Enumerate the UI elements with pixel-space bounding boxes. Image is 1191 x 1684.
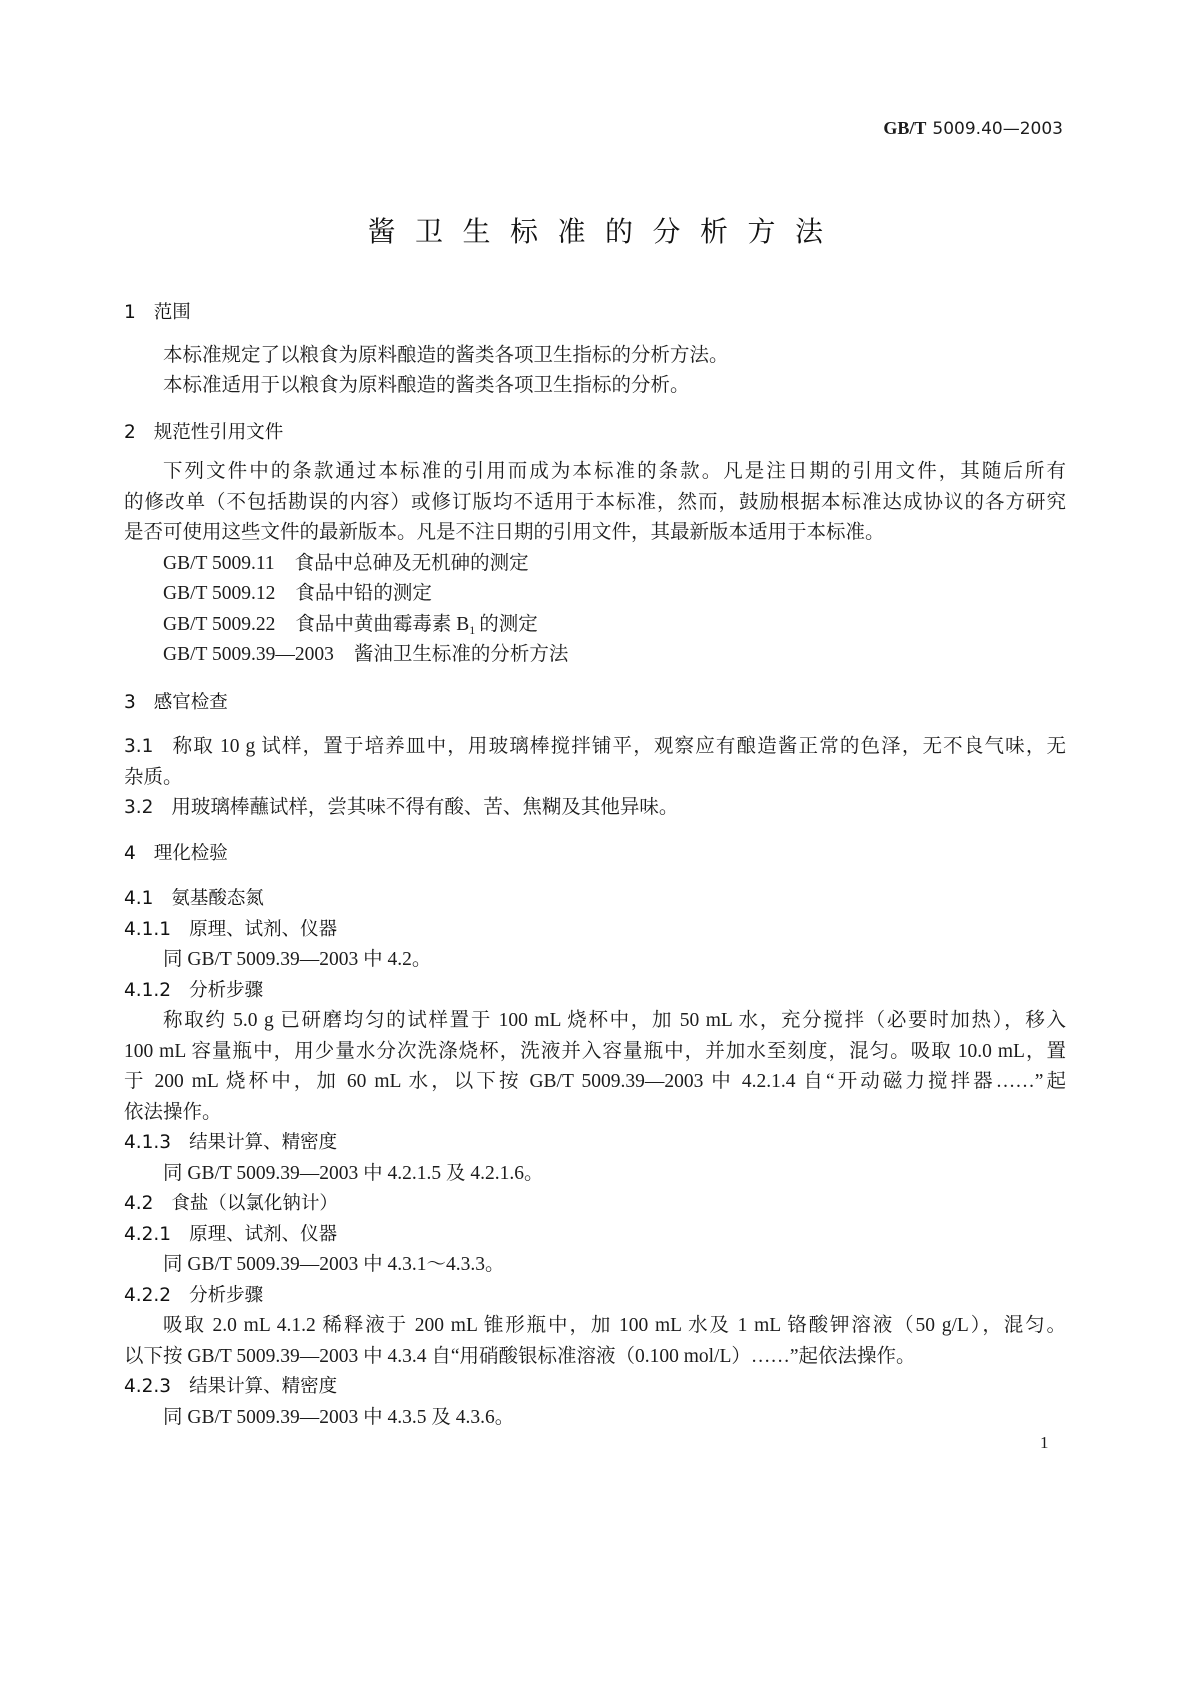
- item-title: 原理、试剂、仪器: [189, 1223, 338, 1245]
- item-heading: [124, 915, 1066, 946]
- reference-entry: [124, 640, 1066, 671]
- item-number: 4.1.2: [124, 979, 172, 1001]
- paragraph-line: 吸取 2.0 mL 4.1.2 稀释液于 200 mL 锥形瓶中，加 100 mL 水及 1 mL 铬酸钾溶液（50 g/L），混匀。: [163, 1315, 1066, 1336]
- reference-entry: [124, 579, 1066, 610]
- clause-number: 3.2: [124, 797, 154, 818]
- reference-entry: [124, 549, 1066, 580]
- paragraph-line: 同 GB/T 5009.39—2003 中 4.2。: [163, 949, 432, 970]
- section-title: 理化检验: [153, 842, 228, 864]
- reference-title: 食品中黄曲霉毒素 B: [295, 613, 470, 635]
- paragraph-line: 依法操作。: [124, 1101, 222, 1123]
- section-number: 3: [124, 691, 136, 713]
- paragraph-line: 称取约 5.0 g 已研磨均匀的试样置于 100 mL 烧杯中，加 50 mL 水，充分搅拌（必要时加热），移入: [163, 1010, 1066, 1031]
- paragraph-line: 同 GB/T 5009.39—2003 中 4.2.1.5 及 4.2.1.6。: [163, 1162, 544, 1184]
- subsection-heading-salt: [124, 1189, 1066, 1220]
- reference-code: GB/T 5009.39—2003: [163, 644, 334, 665]
- paragraph-line: 于 200 mL 烧杯中，加 60 mL 水，以下按 GB/T 5009.39—2003 中 4.2.1.4 自“开动磁力搅拌器……”起: [124, 1071, 1066, 1092]
- item-title: 分析步骤: [189, 979, 264, 1001]
- section-heading-physicochemical-tests: [124, 839, 1066, 870]
- section-heading-scope: [124, 298, 1066, 329]
- reference-title: 酱油卫生标准的分析方法: [353, 644, 569, 665]
- document-code-header: [883, 116, 1063, 141]
- item-number: 4.2.1: [124, 1223, 172, 1245]
- paragraph-line: 同 GB/T 5009.39—2003 中 4.3.1～4.3.3。: [163, 1254, 505, 1275]
- item-title: 分析步骤: [189, 1284, 264, 1306]
- document-code-prefix: GB/T: [883, 118, 927, 138]
- clause-line: [124, 732, 1066, 763]
- paragraph-line: 是否可使用这些文件的最新版本。凡是不注日期的引用文件，其最新版本适用于本标准。: [124, 522, 885, 543]
- subsection-title: 食盐（以氯化钠计）: [171, 1193, 338, 1214]
- subsection-heading-amino-acid-nitrogen: [124, 884, 1066, 915]
- item-number: 4.2.2: [124, 1284, 172, 1306]
- reference-code: GB/T 5009.12: [163, 583, 276, 604]
- reference-title-end: 的测定: [479, 613, 538, 635]
- section-title: 规范性引用文件: [153, 421, 284, 443]
- section-title: 感官检查: [153, 691, 228, 713]
- document-body: [124, 298, 1066, 1433]
- reference-code: GB/T 5009.11: [163, 552, 275, 574]
- paragraph-line: 同 GB/T 5009.39—2003 中 4.3.5 及 4.3.6。: [163, 1406, 515, 1428]
- item-heading: [124, 976, 1066, 1007]
- paragraph-line: 本标准适用于以粮食为原料酿造的酱类各项卫生指标的分析。: [163, 375, 690, 396]
- item-heading: [124, 1372, 1066, 1403]
- item-heading: [124, 1220, 1066, 1251]
- reference-code: GB/T 5009.22: [163, 613, 276, 635]
- item-title: 原理、试剂、仪器: [189, 918, 338, 940]
- section-title: 范围: [153, 302, 191, 323]
- section-number: 1: [124, 302, 136, 323]
- document-title: 酱卫生标准的分析方法: [367, 215, 843, 248]
- clause-text: 用玻璃棒蘸试样，尝其味不得有酸、苦、焦糊及其他异味。: [171, 797, 679, 818]
- clause-number: 3.1: [124, 736, 154, 757]
- paragraph-line: 100 mL 容量瓶中，用少量水分次洗涤烧杯，洗液并入容量瓶中，并加水至刻度，混匀。吸取 10.0 mL，置: [124, 1040, 1066, 1062]
- paragraph-line: 以下按 GB/T 5009.39—2003 中 4.3.4 自“用硝酸银标准溶液（0.100 mol/L）……”起依法操作。: [124, 1345, 916, 1367]
- reference-title: 食品中总砷及无机砷的测定: [294, 552, 529, 574]
- item-number: 4.1.1: [124, 918, 172, 940]
- paragraph-line: 下列文件中的条款通过本标准的引用而成为本标准的条款。凡是注日期的引用文件，其随后所有: [163, 461, 1066, 482]
- item-number: 4.1.3: [124, 1132, 172, 1153]
- clause-line: [124, 793, 1066, 824]
- clause-line: 杂质。: [124, 766, 183, 788]
- section-heading-sensory-inspection: [124, 688, 1066, 719]
- reference-title: 食品中铅的测定: [295, 583, 432, 604]
- subsection-number: 4.2: [124, 1193, 154, 1214]
- item-number: 4.2.3: [124, 1376, 172, 1397]
- paragraph-line: 本标准规定了以粮食为原料酿造的酱类各项卫生指标的分析方法。: [163, 344, 729, 366]
- page-number: 1: [1040, 1433, 1049, 1452]
- subsection-title: 氨基酸态氮: [171, 888, 264, 909]
- section-number: 4: [124, 842, 136, 864]
- reference-entry: [124, 610, 1066, 641]
- section-heading-normative-references: [124, 418, 1066, 449]
- item-title: 结果计算、精密度: [189, 1132, 338, 1153]
- paragraph-line: 的修改单（不包括勘误的内容）或修订版均不适用于本标准，然而，鼓励根据本标准达成协议的各方研究: [124, 491, 1066, 513]
- subsection-number: 4.1: [124, 888, 154, 909]
- item-title: 结果计算、精密度: [189, 1376, 338, 1397]
- item-heading: [124, 1128, 1066, 1159]
- clause-text: 称取 10 g 试样，置于培养皿中，用玻璃棒搅拌铺平，观察应有酿造酱正常的色泽，无不良气味，无: [171, 736, 1066, 757]
- item-heading: [124, 1281, 1066, 1312]
- document-code-number: 5009.40—2003: [932, 119, 1063, 139]
- reference-subscript: 1: [469, 622, 476, 637]
- section-number: 2: [124, 421, 136, 443]
